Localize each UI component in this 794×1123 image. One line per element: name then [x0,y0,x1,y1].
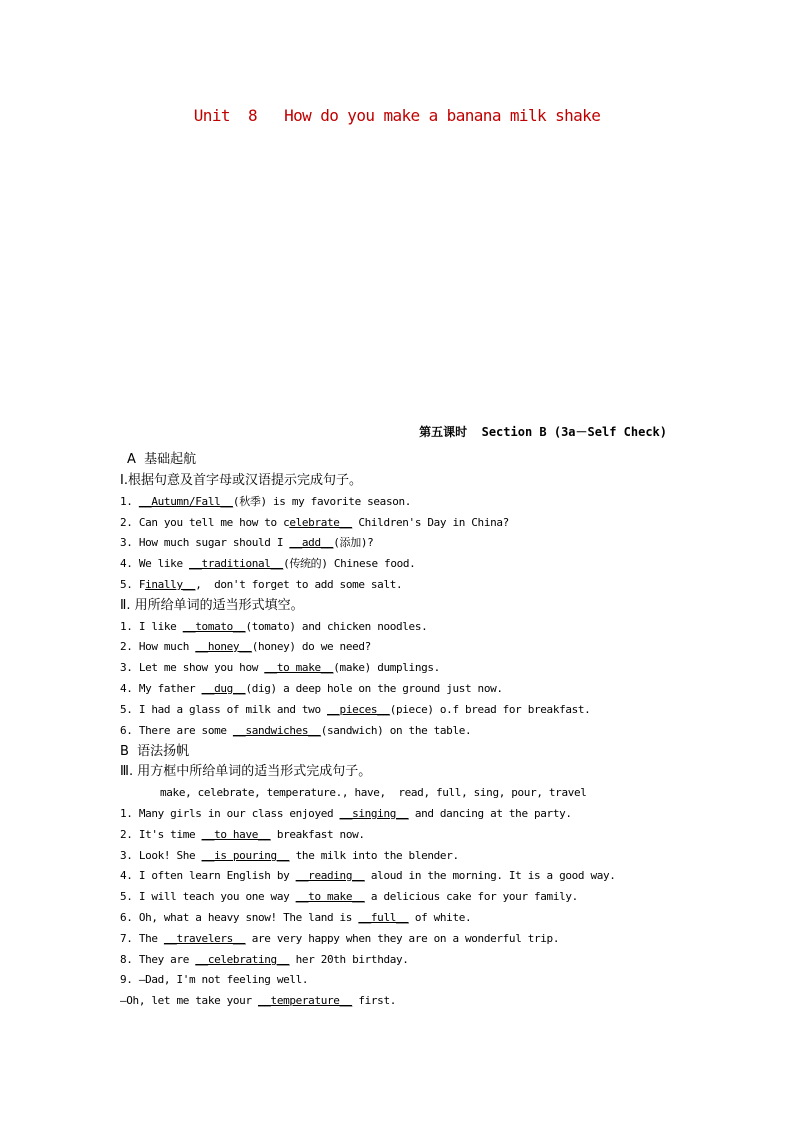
answer-blank: __full__ [358,911,409,924]
question-text: 6. Oh, what a heavy snow! The land is [120,911,359,924]
question-line [120,991,396,1011]
question-text: (sandwich) on the table. [320,724,472,737]
part-a-label: A 基础起航 [127,452,197,467]
question-text: 5. F [120,578,146,591]
question-text: 8. They are [120,953,196,966]
question-text: (传统的) Chinese food. [283,557,416,570]
word-box: make, celebrate, temperature., have, read, full, sing, pour, travel [160,786,587,799]
answer-blank: elebrate__ [289,516,353,529]
question-text: 5. I had a glass of milk and two [120,703,327,716]
part-b-label: B 语法扬帆 [120,744,190,759]
question-text: (make) dumplings. [333,661,440,674]
answer-blank: __reading__ [295,869,365,882]
question-text: —Oh, let me take your [120,994,258,1007]
question-line [120,700,590,720]
question-text: , don't forget to add some salt. [195,578,403,591]
question-line [120,866,616,886]
question-line [120,887,578,907]
question-text: aloud in the morning. It is a good way. [364,869,616,882]
question-line [120,825,365,845]
answer-blank: __to have__ [201,828,271,841]
question-text: 4. My father [120,682,202,695]
answer-blank: __singing__ [339,807,409,820]
question-text: (添加)? [333,536,374,549]
question-line [120,846,459,866]
question-text: Children's Day in China? [352,516,509,529]
question-text: 6. There are some [120,724,233,737]
answer-blank: __to make__ [295,890,365,903]
part1-heading: Ⅰ.根据句意及首字母或汉语提示完成句子。 [120,473,362,488]
question-line [120,721,471,741]
question-line [120,617,427,637]
question-line [120,950,409,970]
question-text: 9. —Dad, I'm not feeling well. [120,973,309,986]
question-line [120,679,503,699]
answer-blank: __honey__ [195,640,252,653]
question-text: first. [352,994,397,1007]
question-text: (秋季) is my favorite season. [232,495,412,508]
answer-blank: __Autumn/Fall__ [138,495,233,508]
question-text: 2. Can you tell me how to c [120,516,290,529]
question-text: 7. The [120,932,164,945]
question-text: 4. I often learn English by [120,869,296,882]
question-text: 3. Let me show you how [120,661,265,674]
question-text: 1. [120,495,139,508]
question-text: (dig) a deep hole on the ground just now. [245,682,503,695]
answer-blank: __traditional__ [189,557,284,570]
part2-heading: Ⅱ. 用所给单词的适当形式填空。 [120,598,304,613]
question-line [120,492,411,512]
answer-blank: __pieces__ [327,703,390,716]
answer-blank: __travelers__ [163,932,246,945]
section-title: 第五课时 Section B (3a－Self Check) [419,425,667,439]
question-text: 2. How much [120,640,196,653]
question-text: 1. I like [120,620,183,633]
answer-blank: __dug__ [201,682,246,695]
question-line [120,575,402,595]
question-text: (honey) do we need? [251,640,371,653]
question-text: her 20th birthday. [289,953,409,966]
question-line [120,513,509,533]
answer-blank: __sandwiches__ [232,724,321,737]
question-line [120,637,371,657]
question-line [120,658,440,678]
page-title: Unit 8 How do you make a banana milk shake [193,106,601,125]
answer-blank: __is pouring__ [201,849,290,862]
question-text: 1. Many girls in our class enjoyed [120,807,340,820]
question-line [120,970,308,990]
question-text: 3. Look! She [120,849,202,862]
question-line [120,908,471,928]
question-text: breakfast now. [270,828,365,841]
answer-blank: inally__ [145,578,196,591]
question-text: are very happy when they are on a wonderful trip. [245,932,560,945]
question-text: 2. It's time [120,828,202,841]
answer-blank: __to make__ [264,661,334,674]
part3-heading: Ⅲ. 用方框中所给单词的适当形式完成句子。 [120,764,372,779]
answer-blank: __add__ [289,536,334,549]
question-text: 3. How much sugar should I [120,536,290,549]
question-line [120,804,572,824]
question-text: the milk into the blender. [289,849,459,862]
question-text: a delicious cake for your family. [364,890,578,903]
question-text: 4. We like [120,557,189,570]
question-text: 5. I will teach you one way [120,890,296,903]
answer-blank: __celebrating__ [195,953,290,966]
question-text: of white. [408,911,472,924]
question-line [120,533,373,553]
question-line [120,929,559,949]
question-text: (piece) o.f bread for breakfast. [389,703,591,716]
answer-blank: __temperature__ [258,994,353,1007]
question-text: (tomato) and chicken noodles. [245,620,428,633]
answer-blank: __tomato__ [182,620,246,633]
question-line [120,554,415,574]
question-text: and dancing at the party. [408,807,572,820]
